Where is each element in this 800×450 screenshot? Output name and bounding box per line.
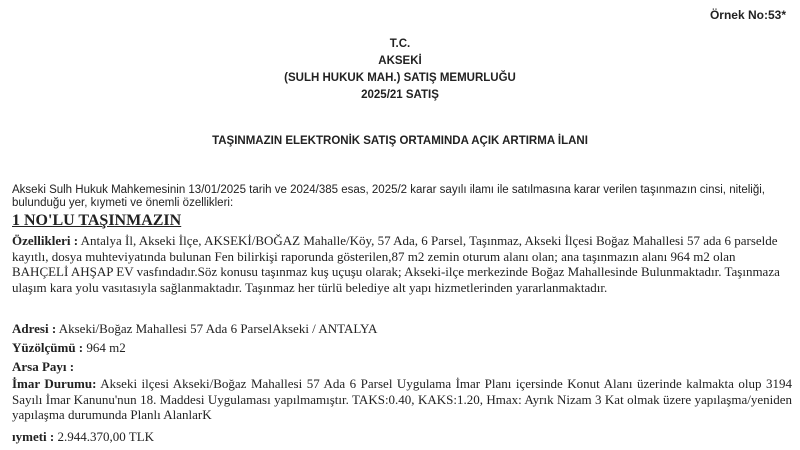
features-paragraph xyxy=(12,233,792,295)
announcement-title: TAŞINMAZIN ELEKTRONİK SATIŞ ORTAMINDA AÇIK ARTIRMA İLANI xyxy=(212,135,588,147)
value-line xyxy=(12,429,792,445)
area-text: 964 m2 xyxy=(83,340,126,355)
lot-heading: 1 NO'LU TAŞINMAZIN xyxy=(12,212,182,229)
area-label: Yüzölçümü : xyxy=(12,340,84,355)
intro-paragraph: Akseki Sulh Hukuk Mahkemesinin 13/01/2025 tarih ve 2024/385 esas, 2025/2 karar sayılı ilamı ile satılmasına karar verilen taşınmazın cinsi, niteliği, bulunduğu yer, kıymeti ve önemli özellikleri: xyxy=(12,184,765,209)
header-line-tc: T.C. xyxy=(389,38,411,50)
header-line-sale-no: 2025/21 SATIŞ xyxy=(361,89,439,101)
share-label: Arsa Payı : xyxy=(12,359,75,374)
share-line xyxy=(12,359,792,375)
office-header xyxy=(0,36,800,104)
address-label: Adresi : xyxy=(12,321,57,336)
value-label: ıymeti : xyxy=(12,429,55,444)
zoning-text: Akseki ilçesi Akseki/Boğaz Mahallesi 57 Ada 6 Parsel Uygulama İmar Planı içersinde Konut Alanı üzerinde kalmakta olup 3194 Sayılı İmar Kanunu'nun 18. Maddesi Uygulaması yapılmamıştır. TAKS:0.40, KAKS:1.20, Hmax: Ayrık Nizam 3 Kat olmak üzere yapılaşma/yeniden yapılaşma durumunda Planlı AlanlarK xyxy=(12,376,792,422)
features-text: Antalya İl, Akseki İlçe, AKSEKİ/BOĞAZ Mahalle/Köy, 57 Ada, 6 Parsel, Taşınmaz, Akseki İlçesi Boğaz Mahallesi 57 ada 6 parselde kayıtlı, dosya muhteviyatında bulunan Fen bilirkişi raporunda gösterilen,87 m2 zemin oturum alanı olan; ana taşınmazın alanı 964 m2 olan BAHÇELİ AHŞAP EV vasfındadır.Söz konusu taşınmaz kuş uçuşu olarak; Akseki-ilçe merkezinde Boğaz Mahallesinde Bulunmaktadır. Taşınmaza ulaşım kara yolu vasıtasıyla sağlanmaktadır. Taşınmaz her türlü belediye alt yapı hizmetlerinden yararlanmaktadır. xyxy=(12,233,780,295)
address-line xyxy=(12,321,792,337)
zoning-label: İmar Durumu: xyxy=(12,376,97,391)
area-line xyxy=(12,340,792,356)
address-text: Akseki/Boğaz Mahallesi 57 Ada 6 ParselAkseki / ANTALYA xyxy=(56,321,378,336)
header-line-office: (SULH HUKUK MAH.) SATIŞ MEMURLUĞU xyxy=(284,72,516,84)
features-label: Özellikleri : xyxy=(12,233,79,248)
header-line-akseki: AKSEKİ xyxy=(378,55,422,67)
value-text: 2.944.370,00 TLK xyxy=(54,429,155,444)
zoning-paragraph xyxy=(12,376,792,423)
sample-number: Örnek No:53* xyxy=(709,8,786,22)
